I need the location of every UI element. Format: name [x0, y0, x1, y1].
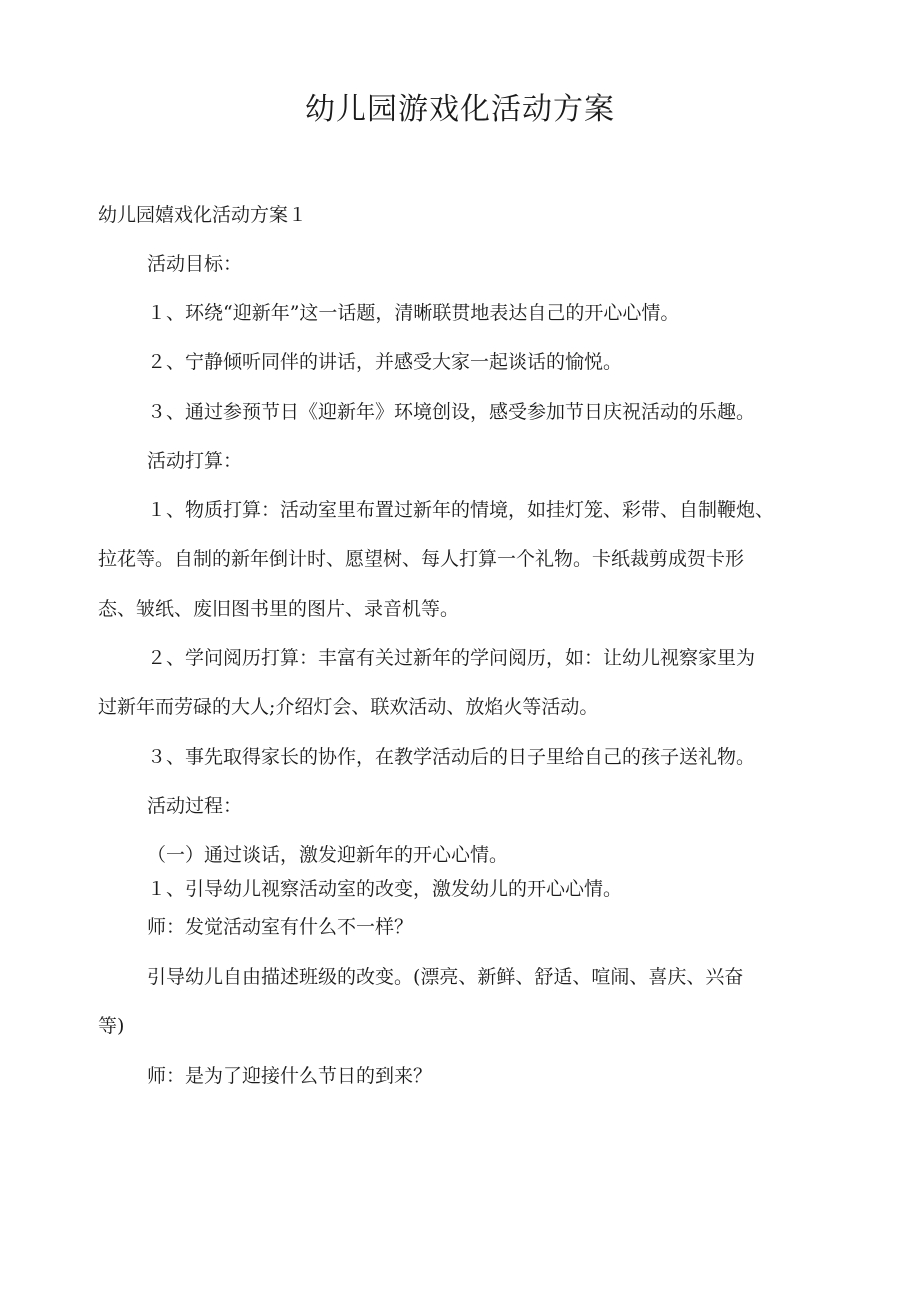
document-title: 幼儿园游戏化活动方案	[305, 92, 615, 127]
paragraph-line: １、引导幼儿视察活动室的改变，激发幼儿的开心心情。	[147, 878, 623, 900]
paragraph-line: 态、皱纸、废旧图书里的图片、录音机等。	[98, 598, 460, 620]
paragraph-line: ２、学问阅历打算：丰富有关过新年的学问阅历，如：让幼儿视察家里为	[147, 647, 756, 669]
paragraph-line: ３、事先取得家长的协作，在教学活动后的日子里给自己的孩子送礼物。	[147, 746, 756, 768]
paragraph-line: （一）通过谈话，激发迎新年的开心心情。	[147, 844, 509, 866]
paragraph-line: 拉花等。自制的新年倒计时、愿望树、每人打算一个礼物。卡纸裁剪成贺卡形	[98, 548, 745, 570]
section-heading: 幼儿园嬉戏化活动方案１	[98, 204, 308, 226]
paragraph-line: １、环绕“迎新年”这一话题，清晰联贯地表达自己的开心心情。	[147, 302, 680, 324]
paragraph-line: 等)	[98, 1015, 125, 1037]
paragraph-line: 引导幼儿自由描述班级的改变。(漂亮、新鲜、舒适、喧闹、喜庆、兴奋	[147, 966, 744, 988]
paragraph-line: 活动打算：	[147, 450, 243, 472]
paragraph-line: 师：发觉活动室有什么不一样？	[147, 916, 414, 938]
paragraph-line: 过新年而劳碌的大人;介绍灯会、联欢活动、放焰火等活动。	[98, 696, 599, 718]
paragraph-line: 活动过程：	[147, 795, 243, 817]
paragraph-line: ３、通过参预节日《迎新年》环境创设，感受参加节日庆祝活动的乐趣。	[147, 401, 756, 423]
paragraph-line: ２、宁静倾听同伴的讲话，并感受大家一起谈话的愉悦。	[147, 351, 623, 373]
paragraph-line: 活动目标：	[147, 253, 243, 275]
paragraph-line: 师：是为了迎接什么节日的到来？	[147, 1065, 433, 1087]
paragraph-line: １、物质打算：活动室里布置过新年的情境，如挂灯笼、彩带、自制鞭炮、	[147, 499, 775, 521]
